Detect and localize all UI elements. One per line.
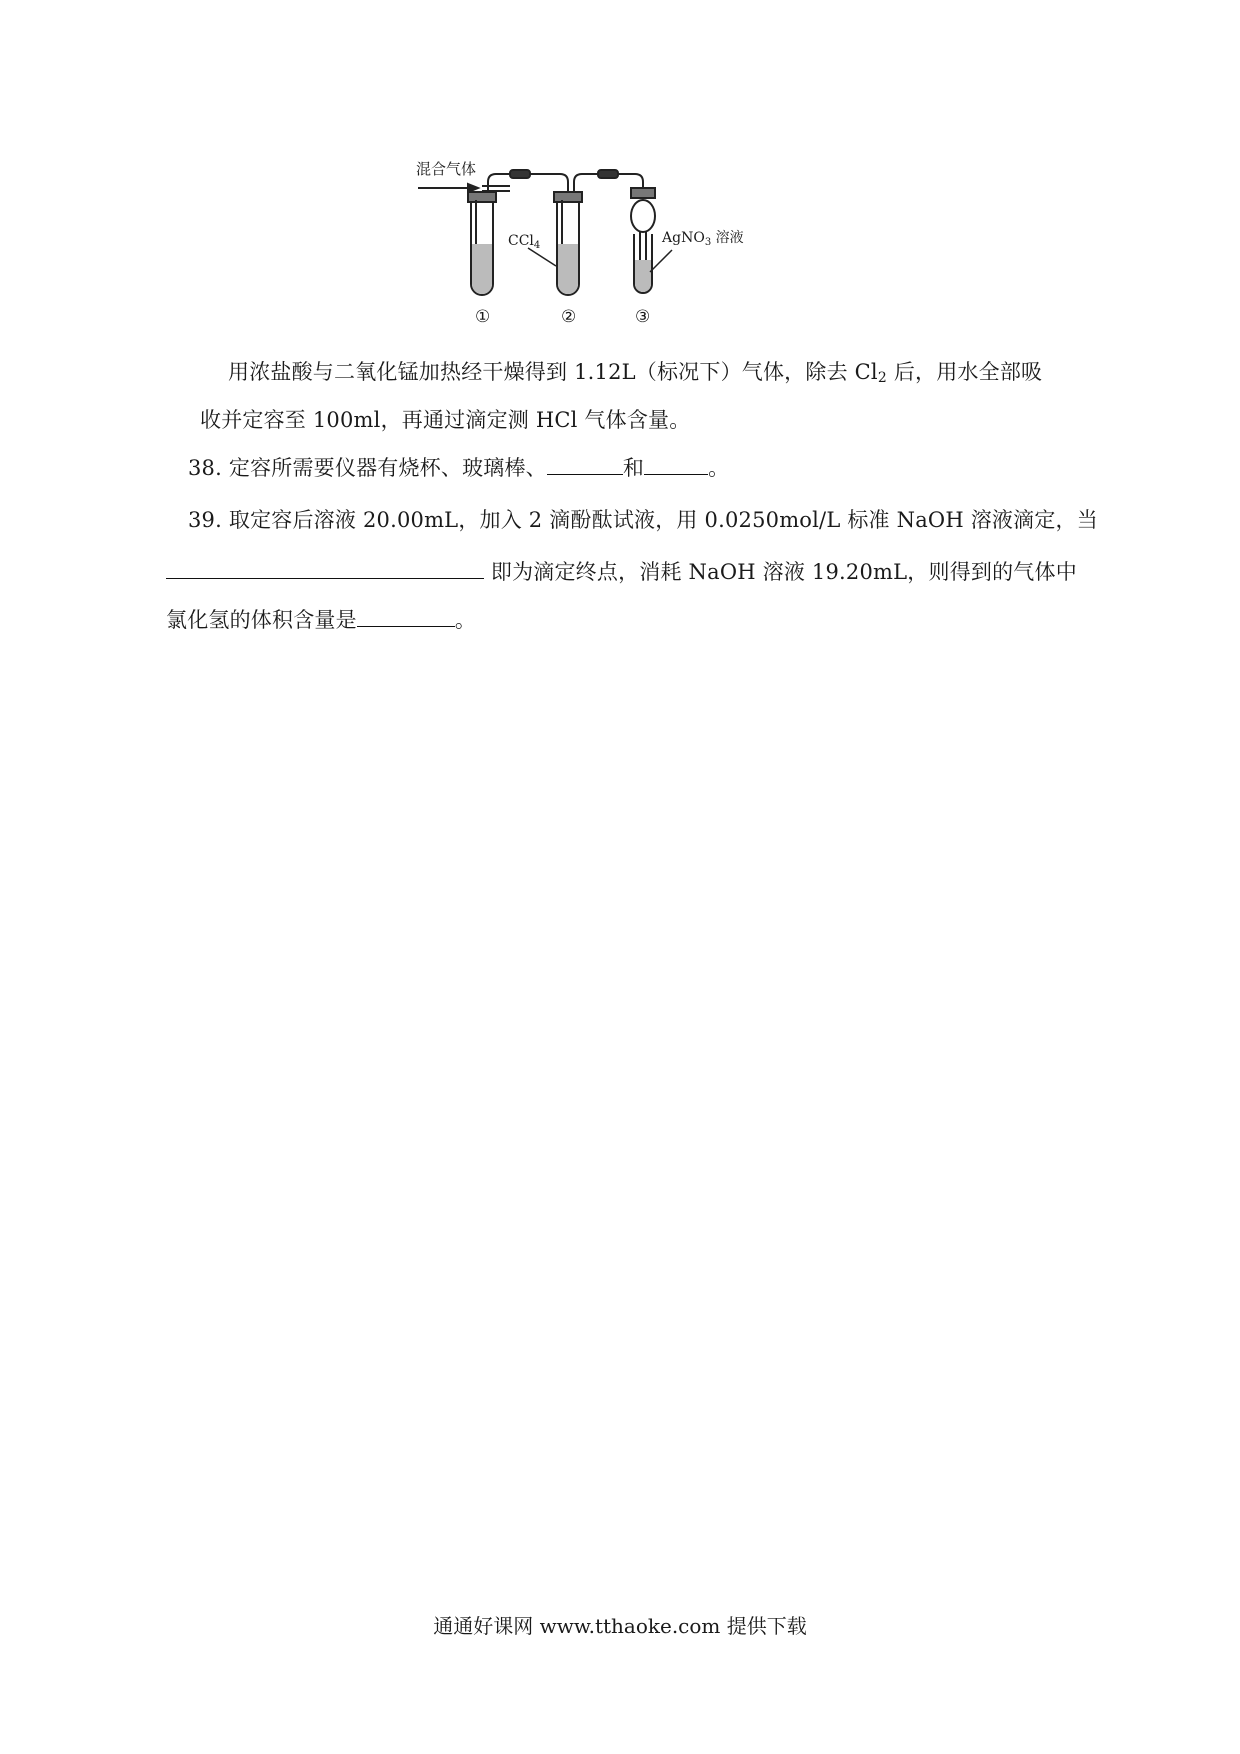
q39-line-3-text: 氯化氢的体积含量是 (166, 608, 357, 632)
connector-1-2-joint (510, 170, 530, 178)
q38-blank-2[interactable] (644, 452, 708, 475)
tube3-stopper (631, 188, 655, 198)
inlet-arrow-head (468, 184, 478, 192)
agno3-label (661, 229, 744, 248)
tube1-liquid (472, 244, 492, 294)
question-38 (188, 452, 729, 484)
connector-2-3-joint (598, 170, 618, 178)
intro-line-2: 收并定容至 100ml，再通过滴定测 HCl 气体含量。 (200, 408, 691, 432)
q39-end: 。 (454, 608, 477, 632)
tube1-stopper (468, 192, 496, 202)
question-39-line-2 (166, 556, 1077, 588)
tube2-liquid (558, 244, 578, 294)
tube3-number: ③ (635, 307, 651, 327)
agno3-leader (650, 250, 672, 272)
ccl4-label-main: CCl (508, 233, 534, 249)
q39-blank-hcl-content[interactable] (357, 604, 455, 627)
agno3-label-sub: 3 (704, 237, 712, 248)
agno3-label-tail: 溶液 (711, 230, 744, 246)
q38-and: 和 (622, 456, 645, 480)
page-footer: 通通好课网 www.tthaoke.com 提供下载 (433, 1614, 807, 1638)
intro-line-1-a: 用浓盐酸与二氧化锰加热经干燥得到 1.12L（标况下）气体，除去 Cl (228, 360, 878, 384)
ccl4-leader (528, 248, 556, 266)
ccl4-label (508, 233, 540, 251)
tube2-stopper (554, 192, 582, 202)
q39-line-2-text: 即为滴定终点，消耗 NaOH 溶液 19.20mL，则得到的气体中 (484, 560, 1077, 584)
intro-line-1 (228, 356, 1042, 388)
tube1-number: ① (475, 307, 491, 327)
inlet-pipe (482, 186, 510, 191)
q39-blank-endpoint[interactable] (166, 556, 484, 579)
cl2-subscript: 2 (877, 370, 887, 386)
tube3-liquid (635, 260, 651, 292)
tube2-number: ② (561, 307, 577, 327)
ccl4-label-sub: 4 (533, 240, 541, 251)
q38-text: 38. 定容所需要仪器有烧杯、玻璃棒、 (188, 456, 547, 480)
inlet-label: 混合气体 (416, 160, 477, 178)
q38-blank-1[interactable] (547, 452, 623, 475)
question-39-line-1: 39. 取定容后溶液 20.00mL，加入 2 滴酚酞试液，用 0.0250mol/L 标准 NaOH 溶液滴定，当 (188, 508, 1098, 532)
apparatus-svg (410, 148, 850, 338)
question-39-line-3 (166, 604, 476, 636)
tube3-bulb (631, 200, 655, 232)
apparatus-diagram (410, 148, 850, 338)
agno3-label-main: AgNO (662, 230, 705, 246)
q38-end: 。 (708, 456, 730, 480)
intro-line-1-b: 后，用水全部吸 (886, 360, 1043, 384)
